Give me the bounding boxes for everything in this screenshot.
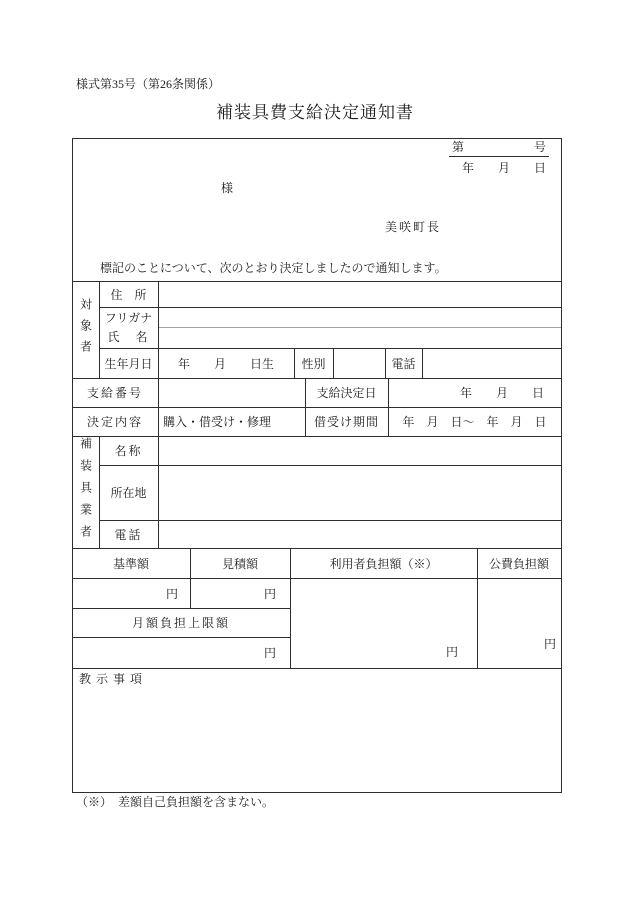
decision-content-options: 購入・借受け・修理 [163,415,272,429]
footnote: （※） 差額自己負担額を含まない。 [76,795,275,809]
standard-amount-yen-unit: 円 [165,586,178,601]
form-number: 様式第35号（第26条関係） [76,77,221,91]
grid-line [99,307,561,308]
furigana-label: フリガナ [104,310,153,325]
subject-group-label: 対象者 [78,298,93,361]
furigana-divider-line [158,327,561,328]
issue-date: 年 月 日 [461,161,546,175]
vendor-name-label: 名称 [114,444,143,458]
subject-phone-label: 電話 [391,356,416,371]
subject-furigana-name-label [99,307,158,348]
doc-number-line [449,140,549,157]
addressee-suffix: 様 [221,181,234,195]
issuer-name: 美咲町長 [385,220,442,234]
estimate-amount-yen-unit: 円 [263,586,276,601]
standard-amount-header: 基準額 [112,556,149,571]
grant-number-label: 支給番号 [86,386,143,400]
subject-address-label: 住 所 [110,287,147,302]
vendor-address-label: 所在地 [110,486,147,500]
decision-date-placeholder: 年 月 日 [459,386,544,400]
vendor-phone-label: 電話 [114,527,143,542]
grid-line [333,348,334,378]
lease-period-label: 借受け期間 [313,415,379,429]
decision-content-label: 決定内容 [86,415,143,429]
subject-birthdate-placeholder: 年 月 日生 [177,356,274,371]
public-share-header: 公費負担額 [488,556,549,571]
estimate-amount-header: 見積額 [221,556,258,571]
lease-period-placeholder: 年 月 日～ 年 月 日 [402,415,547,429]
subject-birthdate-label: 生年月日 [104,356,153,371]
grid-line [99,465,561,466]
monthly-cap-label: 月額負担上限額 [131,616,230,630]
doc-number-suffix: 号 [533,140,546,154]
page-title: 補装具費支給決定通知書 [216,103,414,122]
name-label: 氏 名 [107,329,150,344]
notice-section-label: 教示事項 [79,672,148,686]
grid-line [72,668,561,669]
grid-line [422,348,423,378]
user-share-yen-unit: 円 [445,645,458,659]
monthly-cap-yen-unit: 円 [263,646,276,660]
subject-sex-label: 性別 [301,356,326,371]
notification-body-text: 標記のことについて、次のとおり決定しましたので通知します。 [100,261,447,275]
doc-number-prefix: 第 [452,140,465,154]
user-share-header: 利用者負担額（※） [329,556,438,571]
decision-date-label: 支給決定日 [316,386,377,400]
public-share-yen-unit: 円 [543,637,556,651]
grid-line [99,520,561,521]
vendor-group-label: 補装具業者 [78,437,93,547]
